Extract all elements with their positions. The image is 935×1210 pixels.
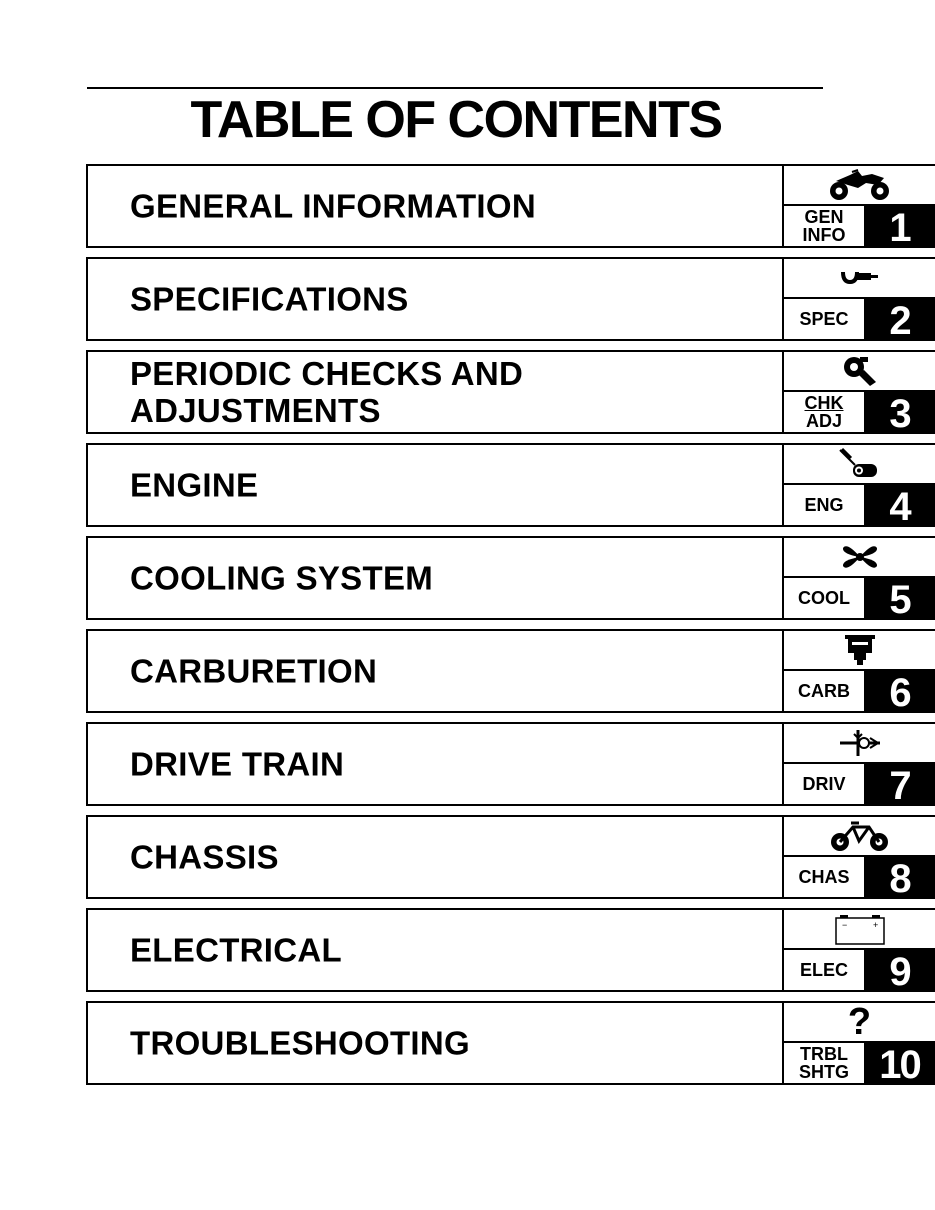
battery-minus-label: −	[841, 920, 847, 930]
toc-row-troubleshooting[interactable]	[86, 1001, 935, 1085]
section-tab[interactable]	[784, 724, 935, 808]
section-title: GENERAL INFORMATION	[130, 187, 536, 225]
toc-row-cooling-system[interactable]	[86, 536, 935, 620]
section-tab[interactable]	[784, 910, 935, 994]
section-title: CHASSIS	[130, 838, 279, 876]
section-title: SPECIFICATIONS	[130, 280, 409, 318]
toc-row-electrical[interactable]	[86, 908, 935, 992]
section-number: 1	[864, 206, 935, 246]
section-number: 5	[864, 578, 935, 618]
section-abbr: CARB	[798, 681, 850, 701]
section-title: DRIVE TRAIN	[130, 745, 345, 783]
section-abbr: ELEC	[799, 960, 848, 980]
section-abbr: COOL	[798, 588, 850, 608]
section-title: COOLING SYSTEM	[130, 559, 434, 597]
section-abbr: TRBL SHTG	[798, 1044, 849, 1082]
top-rule	[87, 87, 823, 89]
section-abbr: GEN INFO	[802, 207, 846, 245]
toc-row-drive-train[interactable]	[86, 722, 935, 806]
section-tab[interactable]	[784, 352, 935, 436]
toc-row-periodic-checks[interactable]	[86, 350, 935, 434]
drive-shaft-icon	[784, 724, 935, 762]
atv-icon	[784, 166, 935, 204]
section-number: 7	[864, 764, 935, 804]
carburetor-icon	[784, 631, 935, 669]
section-number: 6	[864, 671, 935, 711]
section-tab[interactable]	[784, 445, 935, 529]
section-title: ELECTRICAL	[130, 931, 342, 969]
wrench-plug-icon	[784, 259, 935, 297]
page-title: TABLE OF CONTENTS	[190, 91, 722, 149]
section-title: TROUBLESHOOTING	[130, 1024, 470, 1062]
section-number: 9	[864, 950, 935, 990]
section-number: 10	[864, 1043, 935, 1083]
section-tab[interactable]	[784, 817, 935, 901]
question-icon: ?	[847, 1001, 872, 1043]
section-number: 8	[864, 857, 935, 897]
section-tab[interactable]	[784, 538, 935, 622]
toc-row-general-information[interactable]	[86, 164, 935, 248]
section-title: ENGINE	[130, 466, 259, 504]
fan-icon	[784, 538, 935, 576]
section-number: 3	[864, 392, 935, 432]
toc-row-carburetion[interactable]	[86, 629, 935, 713]
section-tab[interactable]	[784, 631, 935, 715]
battery-plus-label: +	[872, 920, 878, 930]
section-number: 4	[864, 485, 935, 525]
toc-row-chassis[interactable]	[86, 815, 935, 899]
section-tab[interactable]	[784, 166, 935, 250]
section-abbr: ENG	[804, 495, 844, 515]
chassis-icon	[784, 817, 935, 855]
toc-row-engine[interactable]	[86, 443, 935, 527]
battery-icon	[784, 910, 935, 948]
section-abbr: DRIV	[802, 774, 846, 794]
section-abbr: CHK ADJ	[804, 393, 844, 431]
section-number: 2	[864, 299, 935, 339]
section-tab[interactable]	[784, 259, 935, 343]
section-title: CARBURETION	[130, 652, 378, 690]
section-abbr: CHAS	[798, 867, 850, 887]
toc-row-specifications[interactable]	[86, 257, 935, 341]
section-tab[interactable]	[784, 1001, 935, 1087]
section-abbr: SPEC	[799, 309, 849, 329]
wrench-icon	[784, 352, 935, 390]
piston-icon	[784, 445, 935, 483]
toc-list	[86, 164, 935, 1094]
section-title: PERIODIC CHECKS AND ADJUSTMENTS	[130, 355, 524, 429]
